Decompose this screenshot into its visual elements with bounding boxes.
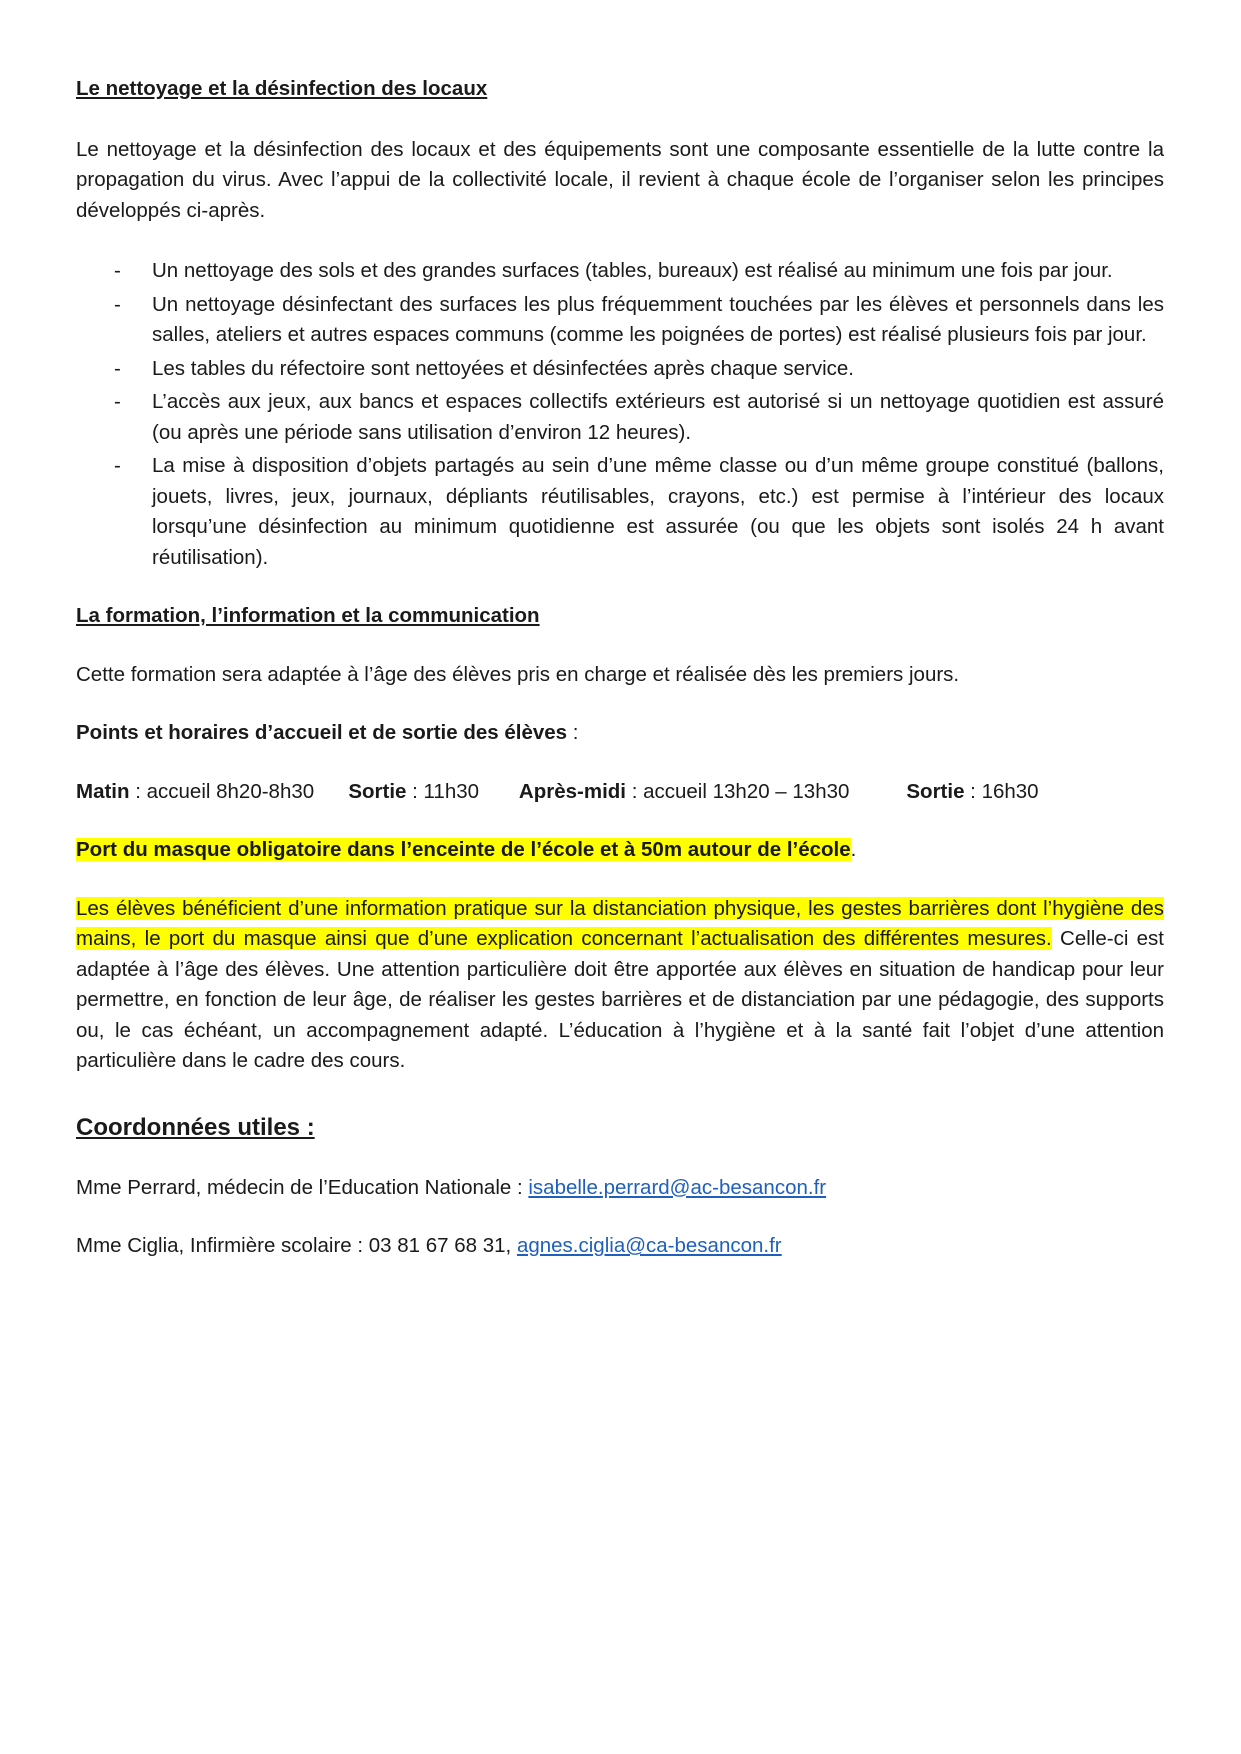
list-item bbox=[76, 354, 1164, 385]
nurse-email-link[interactable]: agnes.ciglia@ca-besancon.fr bbox=[516, 1234, 782, 1257]
information-paragraph bbox=[76, 894, 1164, 1077]
mask-notice bbox=[76, 835, 1164, 866]
sortie-afternoon-value: : 16h30 bbox=[964, 779, 1039, 803]
apres-midi-label: Après-midi bbox=[518, 779, 626, 803]
mask-notice-text: Port du masque obligatoire dans l’enceinte de l’école et à 50m autour de l’école bbox=[76, 838, 851, 861]
mask-notice-end: . bbox=[850, 838, 857, 861]
list-item bbox=[76, 290, 1164, 351]
bullet-dash: - bbox=[114, 356, 121, 380]
information-rest-text: Celle-ci est adaptée à l’âge des élèves. Une attention particulière doit être apportée aux élèves en situation de handicap pour leur permettre, en fonction de leur âge, de réaliser les gestes barrières et de distanciation par une pédagogie, des supports ou, le cas échéant, un accompagnement adapté. L’éducation à l’hygiène et à la santé fait l’objet d’une attention particulière dans le cadre des cours. bbox=[76, 927, 1165, 1072]
section-heading-cleaning: Le nettoyage et la désinfection des locaux bbox=[76, 77, 488, 100]
list-item-text: Les tables du réfectoire sont nettoyées et désinfectées après chaque service. bbox=[152, 356, 854, 380]
bullet-dash: - bbox=[114, 454, 121, 477]
information-highlighted-text: Les élèves bénéficient d’une information pratique sur la distanciation physique, les gestes barrières dont l’hygiène des mains, le port du masque ainsi que d’une explication concernant l’actualisation des différentes mesures. bbox=[76, 896, 1164, 950]
apres-midi-value: : accueil 13h20 – 13h30 bbox=[626, 779, 850, 803]
training-paragraph: Cette formation sera adaptée à l’âge des élèves pris en charge et réalisée dès les premiers jours. bbox=[76, 662, 960, 686]
section-heading-training: La formation, l’information et la communication bbox=[76, 604, 540, 627]
list-item bbox=[76, 451, 1164, 573]
schedule-heading-suffix: : bbox=[567, 721, 579, 744]
matin-label: Matin bbox=[76, 779, 130, 803]
sortie-morning-value: : 11h30 bbox=[406, 779, 480, 803]
list-item-text: L’accès aux jeux, aux bancs et espaces collectifs extérieurs est autorisé si un nettoyage quotidien est assuré (ou après une période sans utilisation d’environ 12 heures). bbox=[152, 390, 1164, 444]
schedule-heading bbox=[76, 718, 1164, 749]
list-item bbox=[76, 256, 1164, 287]
bullet-dash: - bbox=[114, 390, 121, 413]
contacts-title: Coordonnées utiles : bbox=[76, 1113, 315, 1141]
schedule-line bbox=[76, 777, 1164, 808]
list-item-text: Un nettoyage désinfectant des surfaces les plus fréquemment touchées par les élèves et personnels dans les salles, ateliers et autres espaces communs (comme les poignées de portes) est réalisé plusieurs fois par jour. bbox=[152, 292, 1164, 346]
list-item bbox=[76, 387, 1164, 448]
list-item-text: Un nettoyage des sols et des grandes surfaces (tables, bureaux) est réalisé au minimum une fois par jour. bbox=[152, 259, 1113, 282]
matin-value: : accueil 8h20-8h30 bbox=[129, 779, 315, 803]
sortie-morning-label: Sortie bbox=[348, 779, 407, 803]
list-item-text: La mise à disposition d’objets partagés au sein d’une même classe ou d’un même groupe constitué (ballons, jouets, livres, jeux, journaux, dépliants réutilisables, crayons, etc.) est permise à l’intérieur des locaux lorsqu’une désinfection au minimum quotidienne est assurée (ou que les objets sont isolés 24 h avant réutilisation). bbox=[152, 454, 1164, 569]
bullet-dash: - bbox=[114, 292, 121, 316]
bullet-dash: - bbox=[114, 259, 121, 282]
sortie-afternoon-label: Sortie bbox=[906, 779, 965, 803]
contact-doctor-text: Mme Perrard, médecin de l’Education Nationale : bbox=[76, 1175, 529, 1199]
contact-nurse-text: Mme Ciglia, Infirmière scolaire : 03 81 67 68 31, bbox=[76, 1234, 517, 1257]
cleaning-intro-paragraph: Le nettoyage et la désinfection des locaux et des équipements sont une composante essentielle de la lutte contre la propagation du virus. Avec l’appui de la collectivité locale, il revient à chaque école de l’organiser selon les principes développés ci-après. bbox=[76, 137, 1164, 222]
schedule-heading-label: Points et horaires d’accueil et de sortie des élèves bbox=[76, 721, 568, 744]
cleaning-bullet-list bbox=[76, 256, 1164, 573]
doctor-email-link[interactable]: isabelle.perrard@ac-besancon.fr bbox=[528, 1175, 827, 1199]
contact-line-doctor bbox=[76, 1173, 1164, 1204]
contact-line-nurse bbox=[76, 1231, 1164, 1262]
